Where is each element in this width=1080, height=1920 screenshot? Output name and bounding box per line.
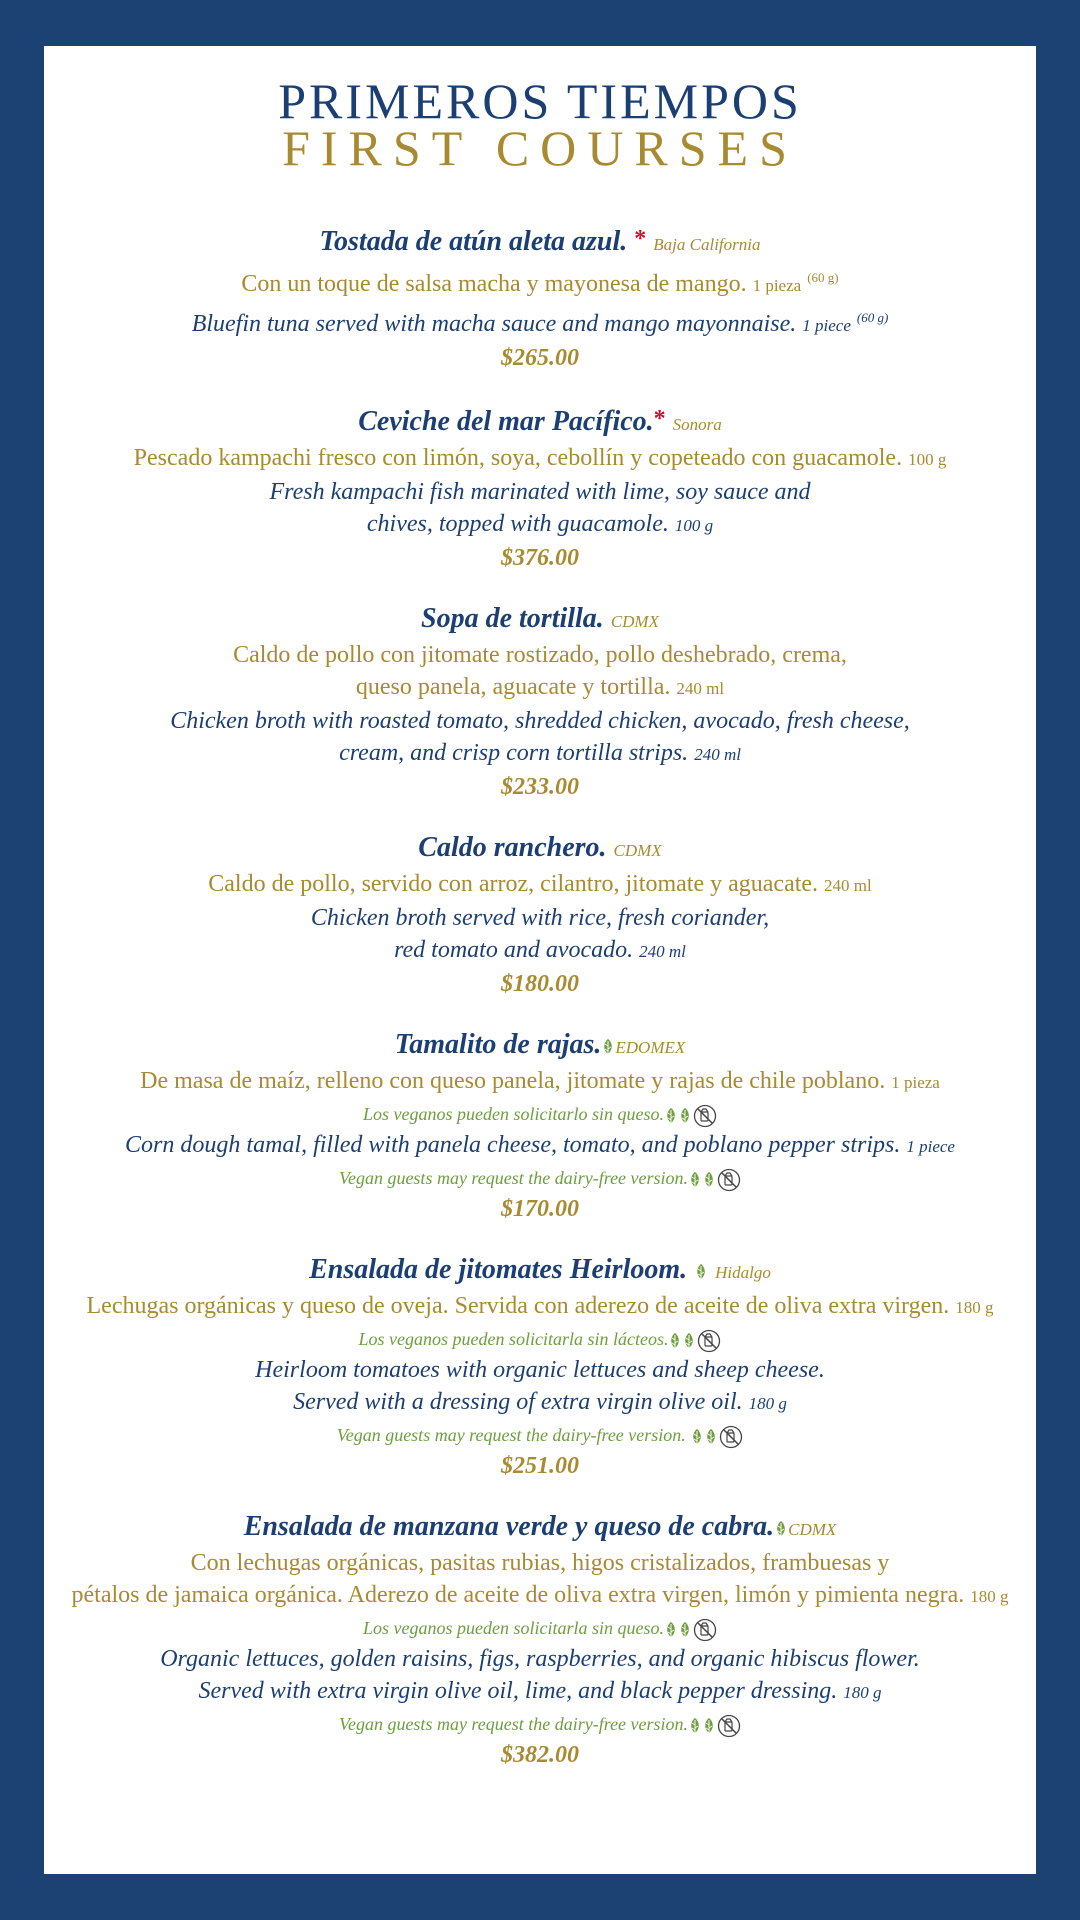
vegan-note-english — [44, 1163, 1036, 1193]
dish-origin: Sonora — [672, 415, 722, 434]
description-english-line-2 — [44, 1675, 1036, 1709]
dish-name-line — [44, 831, 1036, 868]
dish-price: $265.00 — [501, 345, 579, 371]
portion-size: 240 ml — [639, 942, 686, 961]
portion-size: 1 pieza — [891, 1073, 940, 1092]
leaf-icon — [669, 1332, 681, 1350]
dish-name-line — [44, 222, 1036, 262]
leaf-icon — [703, 1717, 715, 1735]
portion-weight: (60 g) — [856, 310, 889, 325]
title-english: FIRST COURSES — [282, 120, 798, 176]
dish-origin: Baja California — [653, 235, 761, 254]
leaf-icon — [703, 1171, 715, 1189]
portion-size: 180 g — [843, 1683, 882, 1702]
menu-items — [44, 222, 1036, 1771]
dish-name-line — [44, 1028, 1036, 1065]
description-spanish — [44, 442, 1036, 476]
description-english — [44, 302, 1036, 342]
leaf-icon — [679, 1107, 691, 1125]
leaf-icon — [665, 1107, 677, 1125]
dish-origin: EDOMEX — [615, 1038, 686, 1057]
dish-price: $180.00 — [501, 971, 579, 997]
menu-item-ceviche — [44, 402, 1036, 574]
no-dairy-icon — [693, 1104, 717, 1128]
description-spanish — [44, 868, 1036, 902]
menu-item-ensalada-heirloom — [44, 1253, 1036, 1482]
description-text: De masa de maíz, relleno con queso panela, jitomate y rajas de chile poblano. — [140, 1068, 886, 1094]
description-text: Served with a dressing of extra virgin olive oil. — [293, 1389, 743, 1415]
vegan-note-text: Vegan guests may request the dairy-free version. — [338, 1168, 689, 1188]
dish-name-line — [44, 1510, 1036, 1547]
menu-item-tostada — [44, 222, 1036, 374]
description-text: Bluefin tuna served with macha sauce and mango mayonnaise. — [191, 311, 797, 337]
leaf-icon — [691, 1428, 703, 1446]
dish-origin: CDMX — [788, 1520, 837, 1539]
portion-size: 240 ml — [824, 876, 872, 895]
leaf-icon — [602, 1038, 614, 1056]
description-english-line-2 — [44, 1386, 1036, 1420]
description-text: queso panela, aguacate y tortilla. — [355, 674, 671, 700]
dish-name-line — [44, 1253, 1036, 1290]
description-spanish-line-1: Caldo de pollo con jitomate rostizado, pollo deshebrado, crema, — [233, 642, 847, 668]
dish-origin: CDMX — [613, 841, 662, 860]
description-spanish — [44, 1065, 1036, 1099]
vegan-note-text: Los veganos pueden solicitarlo sin queso. — [363, 1104, 664, 1124]
menu-item-sopa-tortilla — [44, 602, 1036, 803]
menu-item-caldo-ranchero — [44, 831, 1036, 1000]
no-dairy-icon — [719, 1425, 743, 1449]
description-text: Served with extra virgin olive oil, lime, and black pepper dressing. — [198, 1678, 838, 1704]
portion-size: 1 piece — [802, 316, 851, 335]
description-spanish — [44, 262, 1036, 302]
description-english-line-1: Chicken broth with roasted tomato, shredded chicken, avocado, fresh cheese, — [170, 708, 910, 734]
leaf-icon — [679, 1621, 691, 1639]
portion-size: 180 g — [970, 1587, 1009, 1606]
dish-origin: CDMX — [610, 612, 659, 631]
description-spanish-line-1: Con lechugas orgánicas, pasitas rubias, higos cristalizados, frambuesas y — [190, 1550, 890, 1576]
star-icon: * — [634, 226, 647, 252]
description-english-line-2 — [44, 508, 1036, 542]
leaf-icon — [695, 1263, 707, 1281]
menu-item-ensalada-manzana — [44, 1510, 1036, 1771]
portion-size: 180 g — [748, 1394, 787, 1413]
dish-price: $170.00 — [501, 1196, 579, 1222]
description-english-line-2 — [44, 934, 1036, 968]
description-english — [44, 1129, 1036, 1163]
vegan-note-spanish — [44, 1099, 1036, 1129]
vegan-note-english — [44, 1420, 1036, 1450]
description-spanish — [44, 1290, 1036, 1324]
description-text: pétalos de jamaica orgánica. Aderezo de aceite de oliva extra virgen, limón y pimienta negra. — [71, 1582, 965, 1608]
description-english-line-1: Heirloom tomatoes with organic lettuces and sheep cheese. — [255, 1357, 825, 1383]
portion-size: 1 pieza — [752, 276, 802, 295]
no-dairy-icon — [717, 1168, 741, 1192]
portion-size: 240 ml — [676, 679, 725, 698]
vegan-note-spanish — [44, 1324, 1036, 1354]
vegan-note-text: Los veganos pueden solicitarla sin lácteos. — [358, 1329, 669, 1349]
description-text: Pescado kampachi fresco con limón, soya, cebollín y copeteado con guacamole. — [133, 445, 903, 471]
description-english-line-2 — [44, 737, 1036, 771]
leaf-icon — [665, 1621, 677, 1639]
description-text: Caldo de pollo, servido con arroz, cilantro, jitomate y aguacate. — [208, 871, 819, 897]
description-english-line-1: Chicken broth served with rice, fresh coriander, — [310, 905, 770, 931]
no-dairy-icon — [717, 1714, 741, 1738]
star-icon: * — [653, 406, 666, 432]
description-english-line-1: Fresh kampachi fish marinated with lime, soy sauce and — [269, 479, 811, 505]
title-spanish: PRIMEROS TIEMPOS — [278, 73, 802, 129]
description-text: chives, topped with guacamole. — [366, 511, 669, 537]
dish-name-line — [44, 602, 1036, 639]
leaf-icon — [775, 1520, 787, 1538]
dish-name-line — [44, 402, 1036, 442]
portion-weight: (60 g) — [807, 270, 839, 285]
dish-origin: Hidalgo — [715, 1263, 771, 1282]
portion-size: 1 piece — [906, 1137, 955, 1156]
portion-size: 240 ml — [694, 745, 741, 764]
dish-price: $233.00 — [501, 774, 579, 800]
dish-price: $376.00 — [501, 545, 579, 571]
description-text: cream, and crisp corn tortilla strips. — [339, 740, 689, 766]
leaf-icon — [683, 1332, 695, 1350]
dish-name: Ensalada de manzana verde y queso de cabra. — [243, 1511, 775, 1542]
description-text: Corn dough tamal, filled with panela cheese, tomato, and poblano pepper strips. — [125, 1132, 901, 1158]
description-spanish-line-2 — [44, 1579, 1036, 1613]
vegan-note-text: Vegan guests may request the dairy-free version. — [338, 1714, 689, 1734]
description-text: Con un toque de salsa macha y mayonesa de mango. — [241, 271, 747, 297]
no-dairy-icon — [697, 1329, 721, 1353]
portion-size: 180 g — [955, 1298, 994, 1317]
dish-name: Sopa de tortilla. — [421, 603, 604, 634]
description-text: Lechugas orgánicas y queso de oveja. Servida con aderezo de aceite de oliva extra virgen. — [86, 1293, 950, 1319]
leaf-icon — [689, 1717, 701, 1735]
dish-name: Tostada de atún aleta azul. — [319, 226, 628, 257]
dish-price: $251.00 — [501, 1453, 579, 1479]
no-dairy-icon — [693, 1618, 717, 1642]
description-text: red tomato and avocado. — [394, 937, 634, 963]
dish-name: Caldo ranchero. — [418, 832, 607, 863]
dish-name: Tamalito de rajas. — [394, 1029, 602, 1060]
dish-name: Ensalada de jitomates Heirloom. — [309, 1254, 688, 1285]
portion-size: 100 g — [674, 516, 714, 535]
leaf-icon — [689, 1171, 701, 1189]
menu-item-tamalito — [44, 1028, 1036, 1225]
vegan-note-spanish — [44, 1613, 1036, 1643]
description-english-line-1: Organic lettuces, golden raisins, figs, raspberries, and organic hibiscus flower. — [160, 1646, 920, 1672]
menu-card — [44, 46, 1036, 1874]
vegan-note-english — [44, 1709, 1036, 1739]
dish-name: Ceviche del mar Pacífico. — [358, 406, 654, 437]
vegan-note-text: Vegan guests may request the dairy-free version. — [336, 1425, 686, 1445]
dish-price: $382.00 — [501, 1742, 579, 1768]
menu-header — [44, 46, 1036, 176]
leaf-icon — [705, 1428, 717, 1446]
description-spanish-line-2 — [44, 671, 1036, 705]
portion-size: 100 g — [908, 450, 947, 469]
vegan-note-text: Los veganos pueden solicitarla sin queso. — [363, 1618, 664, 1638]
